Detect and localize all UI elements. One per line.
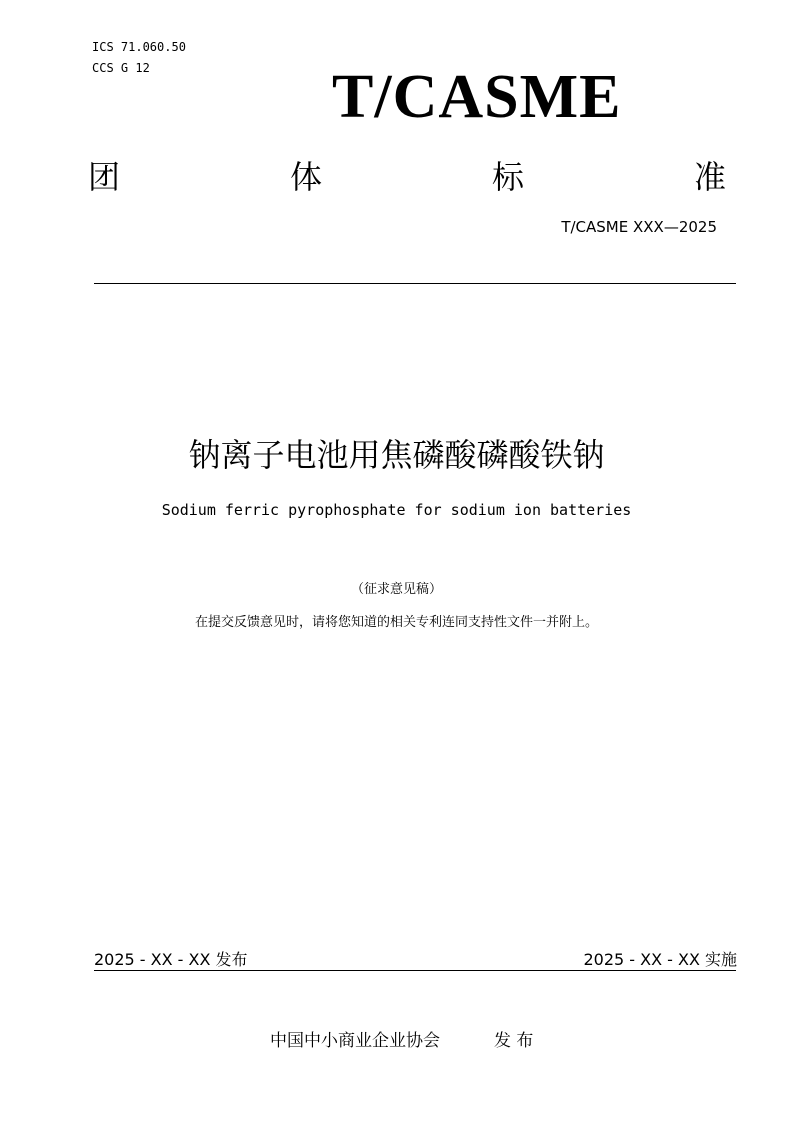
title-zh: 钠离子电池用焦磷酸磷酸铁钠 (188, 436, 605, 474)
header-divider (94, 283, 736, 284)
ccs-code: CCS G 12 (92, 61, 150, 75)
title-en: Sodium ferric pyrophosphate for sodium ion batteries (161, 501, 632, 519)
publish-word: 发 布 (494, 1031, 534, 1051)
standard-logo: T/CASME (332, 63, 622, 131)
category-char: 准 (694, 158, 727, 196)
implement-date: 2025 - XX - XX 实施 (583, 950, 737, 969)
draft-label: （征求意见稿） (350, 582, 442, 597)
publish-date: 2025 - XX - XX 发布 (94, 950, 248, 969)
publisher: 中国中小商业企业协会 (270, 1031, 440, 1051)
standard-number: T/CASME XXX—2025 (561, 218, 717, 236)
category-char: 标 (492, 158, 525, 196)
ics-code: ICS 71.060.50 (92, 40, 186, 54)
category-char: 团 (88, 158, 121, 196)
category-char: 体 (290, 158, 323, 196)
footer-divider (94, 970, 736, 971)
patent-note: 在提交反馈意见时，请将您知道的相关专利连同支持性文件一并附上。 (194, 615, 598, 630)
